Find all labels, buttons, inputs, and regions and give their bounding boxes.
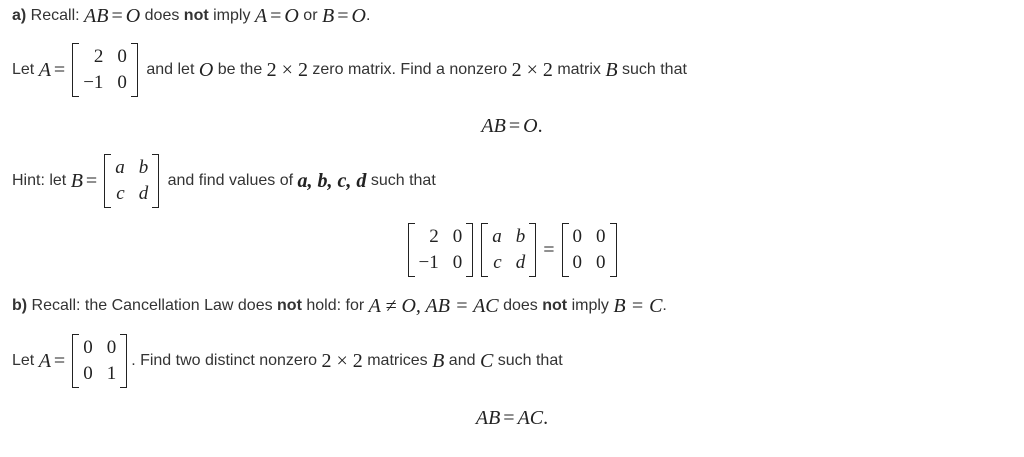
matrix-cell: 0 (572, 252, 582, 273)
equation-ab-o (0, 112, 1024, 140)
math-condition: A ≠ O, AB = AC (368, 294, 499, 317)
imply-text: imply (567, 297, 614, 314)
matrix-cell: c (116, 183, 125, 204)
matrix-cell: 0 (83, 337, 93, 358)
matrix-cell: 2 (93, 46, 104, 67)
matrix-b (104, 154, 159, 208)
period: . (662, 297, 667, 314)
hold-text: hold: for (301, 297, 369, 314)
matrix-cell: b (138, 157, 149, 178)
math-eq: = (111, 4, 123, 27)
matrix-zero (562, 223, 617, 277)
matrix-cell: c (493, 252, 502, 273)
matrix-product-equation (0, 222, 1024, 278)
math-ab: AB (481, 114, 506, 137)
matrix-cell: a (115, 157, 125, 178)
math-b: B (432, 349, 445, 372)
matrix-text: matrix (552, 61, 606, 78)
not-text: not (277, 297, 302, 314)
matrix-b (481, 223, 536, 277)
matrices-text: matrices (362, 352, 433, 369)
part-a-recall-line (12, 2, 370, 30)
and-let-text: and let (141, 61, 199, 78)
let-text: Let (12, 352, 39, 369)
recall-text: Recall: (26, 7, 85, 24)
math-eq: = (543, 238, 555, 261)
math-ac: AC (517, 406, 544, 429)
matrix-cell: 0 (83, 363, 93, 384)
matrix-cell: d (138, 183, 149, 204)
find-two-text: . Find two distinct nonzero (131, 352, 322, 369)
part-a-label: a) (12, 7, 27, 24)
matrix-cell: 0 (117, 72, 127, 93)
math-b: B (605, 58, 618, 81)
math-eq: = (85, 169, 98, 192)
or-text: or (298, 7, 322, 24)
matrix-cell: −1 (83, 72, 104, 93)
matrix-a (72, 334, 127, 388)
math-o: O (125, 4, 141, 27)
matrix-a (72, 43, 138, 97)
such-that-text: such that (493, 352, 563, 369)
matrix-cell: 0 (117, 46, 127, 67)
math-o: O (198, 58, 214, 81)
matrix-a (408, 223, 474, 277)
period: . (537, 114, 543, 137)
matrix-cell: d (515, 252, 526, 273)
math-o: O (523, 114, 538, 137)
math-a: A (254, 4, 268, 27)
math-dim: 2 × 2 (266, 58, 308, 81)
math-a: A (38, 58, 51, 81)
math-dim: 2 × 2 (321, 349, 363, 372)
math-eq-2: = (270, 4, 282, 27)
zero-matrix-text: zero matrix. Find a nonzero (307, 61, 512, 78)
and-text: and (444, 352, 480, 369)
not-text: not (183, 7, 209, 24)
does-text: does (140, 7, 184, 24)
part-b-label: b) (12, 297, 28, 314)
not-text-2: not (542, 297, 568, 314)
hint-text: Hint: let (12, 172, 71, 189)
be-the-text: be the (213, 61, 267, 78)
math-ab: AB (475, 406, 501, 429)
matrix-cell: 0 (452, 226, 463, 247)
matrix-cell: 0 (106, 337, 117, 358)
math-a: A (38, 349, 51, 372)
math-c: C (479, 349, 494, 372)
hint-line (12, 153, 436, 209)
matrix-cell: 0 (596, 226, 606, 247)
math-eq: = (508, 114, 521, 137)
part-b-recall-line (12, 292, 667, 320)
matrix-cell: 1 (106, 363, 117, 384)
math-b: B (321, 4, 335, 27)
math-eq: = (53, 58, 66, 81)
math-conclusion: B = C (613, 294, 663, 317)
math-ab: AB (84, 4, 109, 27)
recall-text: Recall: the Cancellation Law does (27, 297, 278, 314)
math-dim-2: 2 × 2 (511, 58, 553, 81)
matrix-cell: a (492, 226, 502, 247)
such-that-text: such that (366, 172, 436, 189)
imply-text: imply (208, 7, 255, 24)
does-text: does (498, 297, 543, 314)
matrix-cell: −1 (418, 252, 439, 273)
let-a-line-b (12, 333, 563, 389)
math-eq-3: = (337, 4, 349, 27)
math-o-3: O (351, 4, 366, 27)
matrix-cell: 0 (452, 252, 463, 273)
matrix-cell: 0 (572, 226, 582, 247)
period: . (365, 7, 371, 24)
math-eq: = (503, 406, 515, 429)
find-values-text: and find values of (163, 172, 298, 189)
period: . (543, 406, 549, 429)
math-eq: = (53, 349, 66, 372)
math-vars: a, b, c, d (297, 169, 367, 192)
matrix-cell: 0 (596, 252, 606, 273)
matrix-cell: b (515, 226, 526, 247)
math-b: B (70, 169, 83, 192)
matrix-cell: 2 (429, 226, 439, 247)
such-that-text: such that (617, 61, 687, 78)
let-text: Let (12, 61, 39, 78)
equation-ab-ac (0, 404, 1024, 432)
math-o-2: O (284, 4, 299, 27)
let-a-line (12, 42, 687, 98)
